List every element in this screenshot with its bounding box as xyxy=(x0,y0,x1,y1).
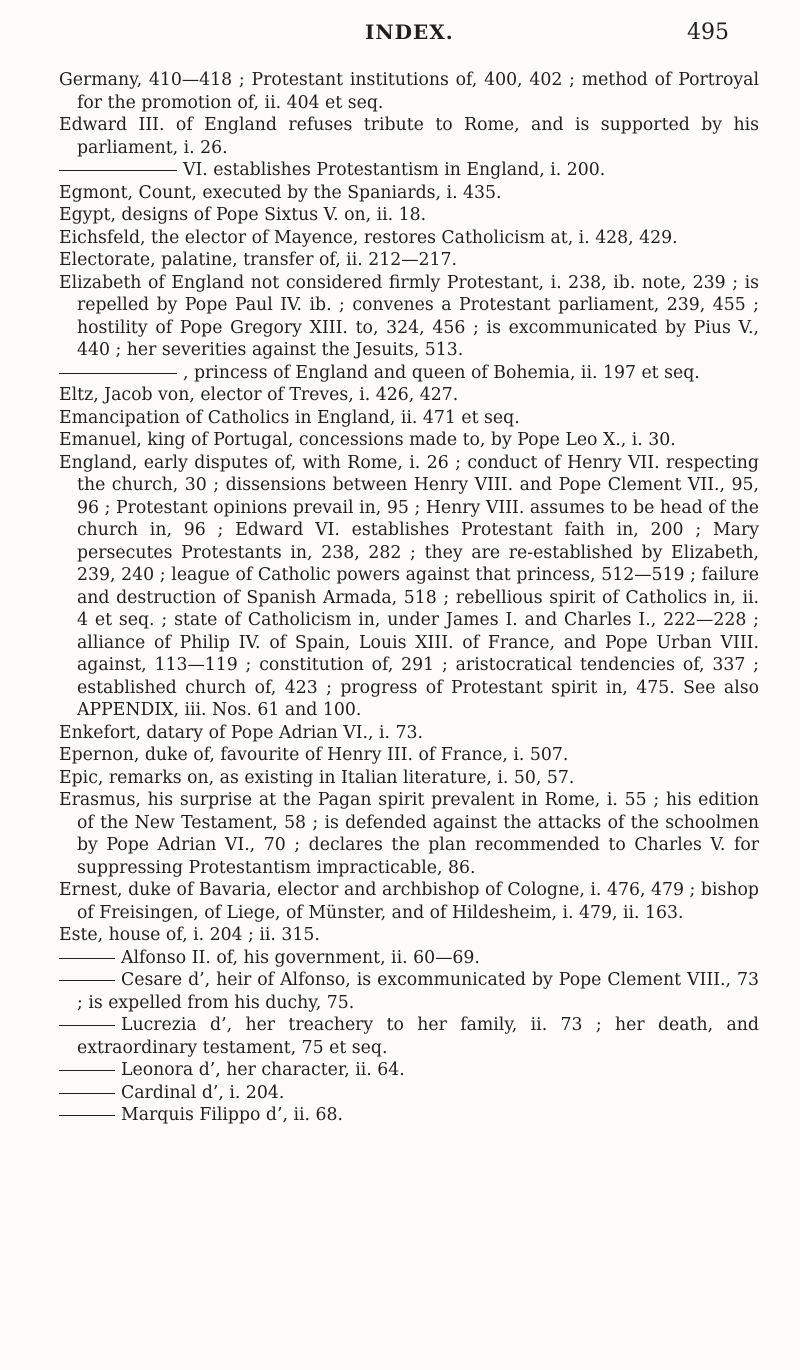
index-entry xyxy=(59,969,759,1014)
index-entry xyxy=(59,407,759,430)
index-entry-text: Cesare d’, heir of Alfonso, is excommunicated by Pope Clement VIII., 73 ; is expelled from his duchy, 75. xyxy=(77,970,759,1013)
index-entry-text: Lucrezia d’, her treachery to her family, ii. 73 ; her death, and extraordinary testament, 75 et seq. xyxy=(77,1015,759,1058)
index-entry xyxy=(59,69,759,114)
index-entry-text: Egypt, designs of Pope Sixtus V. on, ii. 18. xyxy=(59,205,427,225)
index-entry-text: Emancipation of Catholics in England, ii. 471 et seq. xyxy=(59,407,520,428)
index-entry xyxy=(59,429,759,452)
index-entry-text: Emanuel, king of Portugal, concessions made to, by Pope Leo X., i. 30. xyxy=(59,430,676,450)
index-entry xyxy=(59,182,759,205)
index-entry xyxy=(59,924,759,947)
repeat-heading-dash xyxy=(59,980,115,981)
index-entry xyxy=(59,114,759,159)
index-entry-text: Eltz, Jacob von, elector of Treves, i. 426, 427. xyxy=(59,385,459,405)
running-header xyxy=(0,20,800,60)
index-entry-text: , princess of England and queen of Bohemia, ii. 197 et seq. xyxy=(183,362,700,383)
index-entry-text: England, early disputes of, with Rome, i. 26 ; conduct of Henry VII. respecting the church, 30 ; dissensions between Henry VIII. and Pope Clement VII., 95, 96 ; Protestant opinions prevail in, 95 ; Henry VIII. assumes to be head of the church in, 96 ; Edward VI. establishes Protestant faith in, 200 ; Mary persecutes Protestants in, 238, 282 ; they are re-established by Elizabeth, 239, 240 ; league of Catholic powers against that princess, 512—519 ; failure and destruction of Spanish Armada, 518 ; rebellious spirit of Catholics in, ii. 4 et seq. ; state of Catholicism in, under James I. and Charles I., 222—228 ; alliance of Philip IV. of Spain, Louis XIII. of France, and Pope Urban VIII. against, 113—119 ; constitution of, 291 ; aristocratical tendencies of, 337 ; established church of, 423 ; progress of Protestant spirit in, 475. See also APPENDIX, iii. Nos. 61 and 100. xyxy=(59,452,759,720)
index-entry xyxy=(59,1059,759,1082)
index-entry xyxy=(59,1082,759,1105)
repeat-heading-dash xyxy=(59,1115,115,1116)
index-entry-text: Electorate, palatine, transfer of, ii. 212—217. xyxy=(59,250,457,270)
index-entry-text: Germany, 410—418 ; Protestant institutions of, 400, 402 ; method of Portroyal for the promotion of, ii. 404 et seq. xyxy=(59,70,759,113)
index-entry xyxy=(59,744,759,767)
index-entry-text: Ernest, duke of Bavaria, elector and archbishop of Cologne, i. 476, 479 ; bishop of Freisingen, of Liege, of Münster, and of Hildesheim, i. 479, ii. 163. xyxy=(59,880,759,923)
index-entry xyxy=(59,384,759,407)
index-entry xyxy=(59,722,759,745)
index-entry-text: Este, house of, i. 204 ; ii. 315. xyxy=(59,925,320,945)
index-entry xyxy=(59,947,759,970)
repeat-heading-dash xyxy=(59,958,115,959)
index-entry-text: Elizabeth of England not considered firmly Protestant, i. 238, ib. note, 239 ; is repelled by Pope Paul IV. ib. ; convenes a Protestant parliament, 239, 455 ; hostility of Pope Gregory XIII. to, 324, 456 ; is excommunicated by Pius V., 440 ; her severities against the Jesuits, 513. xyxy=(59,272,759,360)
index-entry-text: Leonora d’, her character, ii. 64. xyxy=(121,1060,405,1080)
index-entry xyxy=(59,227,759,250)
repeat-heading-dash xyxy=(59,1093,115,1094)
index-entry-text: Eichsfeld, the elector of Mayence, restores Catholicism at, i. 428, 429. xyxy=(59,227,678,248)
index-entry-text: Egmont, Count, executed by the Spaniards, i. 435. xyxy=(59,182,502,203)
index-entry xyxy=(59,272,759,362)
index-entry-text: Marquis Filippo d’, ii. 68. xyxy=(121,1105,343,1125)
index-entry-text: Edward III. of England refuses tribute to Rome, and is supported by his parliament, i. 26. xyxy=(59,115,759,158)
index-entry xyxy=(59,204,759,227)
index-entry xyxy=(59,362,759,385)
index-entry xyxy=(59,1104,759,1127)
index-entry-text: Epic, remarks on, as existing in Italian literature, i. 50, 57. xyxy=(59,767,575,788)
repeat-heading-dash xyxy=(59,170,177,171)
repeat-heading-dash xyxy=(59,373,177,374)
page-number: 495 xyxy=(687,20,729,45)
header-title: INDEX. xyxy=(365,20,454,44)
index-entry xyxy=(59,789,759,879)
index-entry xyxy=(59,767,759,790)
index-entry xyxy=(59,249,759,272)
index-entry-text: VI. establishes Protestantism in England, i. 200. xyxy=(183,160,606,180)
index-entry-text: Enkefort, datary of Pope Adrian VI., i. 73. xyxy=(59,722,424,743)
repeat-heading-dash xyxy=(59,1025,115,1026)
index-entries xyxy=(59,69,759,1127)
index-entry xyxy=(59,1014,759,1059)
repeat-heading-dash xyxy=(59,1070,115,1071)
index-entry-text: Erasmus, his surprise at the Pagan spirit prevalent in Rome, i. 55 ; his edition of the New Testament, 58 ; is defended against the attacks of the schoolmen by Pope Adrian VI., 70 ; declares the plan recommended to Charles V. for suppressing Protestantism impracticable, 86. xyxy=(59,790,759,878)
index-entry xyxy=(59,452,759,722)
index-entry-text: Alfonso II. of, his government, ii. 60—69. xyxy=(121,947,480,968)
index-entry xyxy=(59,159,759,182)
index-entry xyxy=(59,879,759,924)
index-entry-text: Cardinal d’, i. 204. xyxy=(121,1082,285,1103)
index-entry-text: Epernon, duke of, favourite of Henry III. of France, i. 507. xyxy=(59,745,569,765)
